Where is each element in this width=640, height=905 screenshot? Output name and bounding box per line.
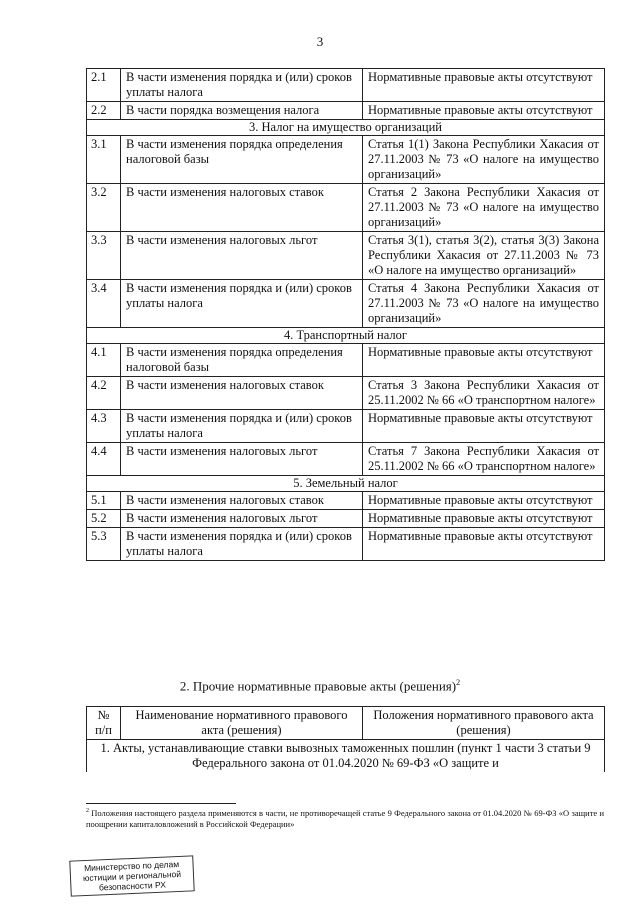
row-document: Нормативные правовые акты отсутствуют <box>363 344 605 377</box>
section-header-row <box>87 476 605 492</box>
row-name: В части изменения порядка определения налоговой базы <box>121 136 363 184</box>
row-name: В части изменения порядка и (или) сроков уплаты налога <box>121 528 363 561</box>
row-number: 2.1 <box>87 69 121 102</box>
row-number: 3.2 <box>87 184 121 232</box>
row-number: 4.3 <box>87 410 121 443</box>
subsection-row <box>87 740 605 773</box>
row-name: В части порядка возмещения налога <box>121 102 363 120</box>
row-number: 5.3 <box>87 528 121 561</box>
stamp-line: Министерство по делам <box>83 858 180 874</box>
table-row <box>87 232 605 280</box>
section-header-row <box>87 120 605 136</box>
table-header-row <box>87 707 605 740</box>
section-header: 5. Земельный налог <box>87 476 605 492</box>
tax-acts-table <box>86 68 605 561</box>
table-row <box>87 184 605 232</box>
row-document: Статья 4 Закона Республики Хакасия от 27.11.2003 № 73 «О налоге на имущество организаций» <box>363 280 605 328</box>
row-name: В части изменения налоговых ставок <box>121 377 363 410</box>
row-number: 4.2 <box>87 377 121 410</box>
row-name: В части изменения налоговых льгот <box>121 510 363 528</box>
row-number: 3.4 <box>87 280 121 328</box>
row-document: Нормативные правовые акты отсутствуют <box>363 492 605 510</box>
table-row <box>87 377 605 410</box>
table-row <box>87 528 605 561</box>
section-2-title <box>0 678 640 694</box>
row-document: Нормативные правовые акты отсутствуют <box>363 102 605 120</box>
header-provisions: Положения нормативного правового акта (решения) <box>363 707 605 740</box>
section-header-row <box>87 328 605 344</box>
row-number: 5.1 <box>87 492 121 510</box>
footnote-ref[interactable]: 2 <box>456 678 461 687</box>
ministry-stamp <box>69 855 194 896</box>
section-header: 3. Налог на имущество организаций <box>87 120 605 136</box>
subsection-cell: 1. Акты, устанавливающие ставки вывозных таможенных пошлин (пункт 1 части 3 статьи 9 Федерального закона от 01.04.2020 № 69-ФЗ «О защите и <box>87 740 605 773</box>
row-number: 2.2 <box>87 102 121 120</box>
row-document: Статья 2 Закона Республики Хакасия от 27.11.2003 № 73 «О налоге на имущество организаций» <box>363 184 605 232</box>
tax-acts-table-body <box>87 69 605 561</box>
row-number: 3.1 <box>87 136 121 184</box>
row-number: 3.3 <box>87 232 121 280</box>
page-number: 3 <box>316 34 324 49</box>
section-2-title-text: 2. Прочие нормативные правовые акты (решения) <box>179 678 457 694</box>
table-row <box>87 69 605 102</box>
footnote-divider <box>86 803 236 804</box>
row-name: В части изменения налоговых ставок <box>121 492 363 510</box>
row-name: В части изменения налоговых ставок <box>121 184 363 232</box>
stamp-line: безопасности РХ <box>98 879 167 893</box>
table-row <box>87 102 605 120</box>
table-row <box>87 510 605 528</box>
table-row <box>87 492 605 510</box>
table-row <box>87 443 605 476</box>
row-number: 4.1 <box>87 344 121 377</box>
row-number: 5.2 <box>87 510 121 528</box>
row-document: Статья 3 Закона Республики Хакасия от 25.11.2002 № 66 «О транспортном налоге» <box>363 377 605 410</box>
section-header: 4. Транспортный налог <box>87 328 605 344</box>
row-name: В части изменения налоговых льгот <box>121 443 363 476</box>
row-document: Нормативные правовые акты отсутствуют <box>363 410 605 443</box>
footnote-mark: 2 <box>86 808 89 814</box>
row-document: Нормативные правовые акты отсутствуют <box>363 528 605 561</box>
row-name: В части изменения налоговых льгот <box>121 232 363 280</box>
row-document: Нормативные правовые акты отсутствуют <box>363 69 605 102</box>
other-acts-table <box>86 706 605 772</box>
row-document: Статья 3(1), статья 3(2), статья 3(3) Закона Республики Хакасия от 27.11.2003 № 73 «О налоге на имущество организаций» <box>363 232 605 280</box>
header-num: № п/п <box>87 707 121 740</box>
row-number: 4.4 <box>87 443 121 476</box>
row-name: В части изменения порядка и (или) сроков уплаты налога <box>121 410 363 443</box>
row-name: В части изменения порядка определения налоговой базы <box>121 344 363 377</box>
table-row <box>87 280 605 328</box>
row-document: Статья 1(1) Закона Республики Хакасия от 27.11.2003 № 73 «О налоге на имущество организаций» <box>363 136 605 184</box>
footnote <box>86 806 604 830</box>
table-row <box>87 136 605 184</box>
row-name: В части изменения порядка и (или) сроков уплаты налога <box>121 69 363 102</box>
row-document: Нормативные правовые акты отсутствуют <box>363 510 605 528</box>
row-document: Статья 7 Закона Республики Хакасия от 25.11.2002 № 66 «О транспортном налоге» <box>363 443 605 476</box>
header-name: Наименование нормативного правового акта (решения) <box>121 707 363 740</box>
footnote-text: Положения настоящего раздела применяются в части, не противоречащей статье 9 Федерального закона от 01.04.2020 № 69-ФЗ «О защите и поощрении капиталовложений в Российской Федерации» <box>86 807 605 829</box>
table-row <box>87 410 605 443</box>
row-name: В части изменения порядка и (или) сроков уплаты налога <box>121 280 363 328</box>
stamp-line: юстиции и региональной <box>82 868 182 884</box>
table-row <box>87 344 605 377</box>
